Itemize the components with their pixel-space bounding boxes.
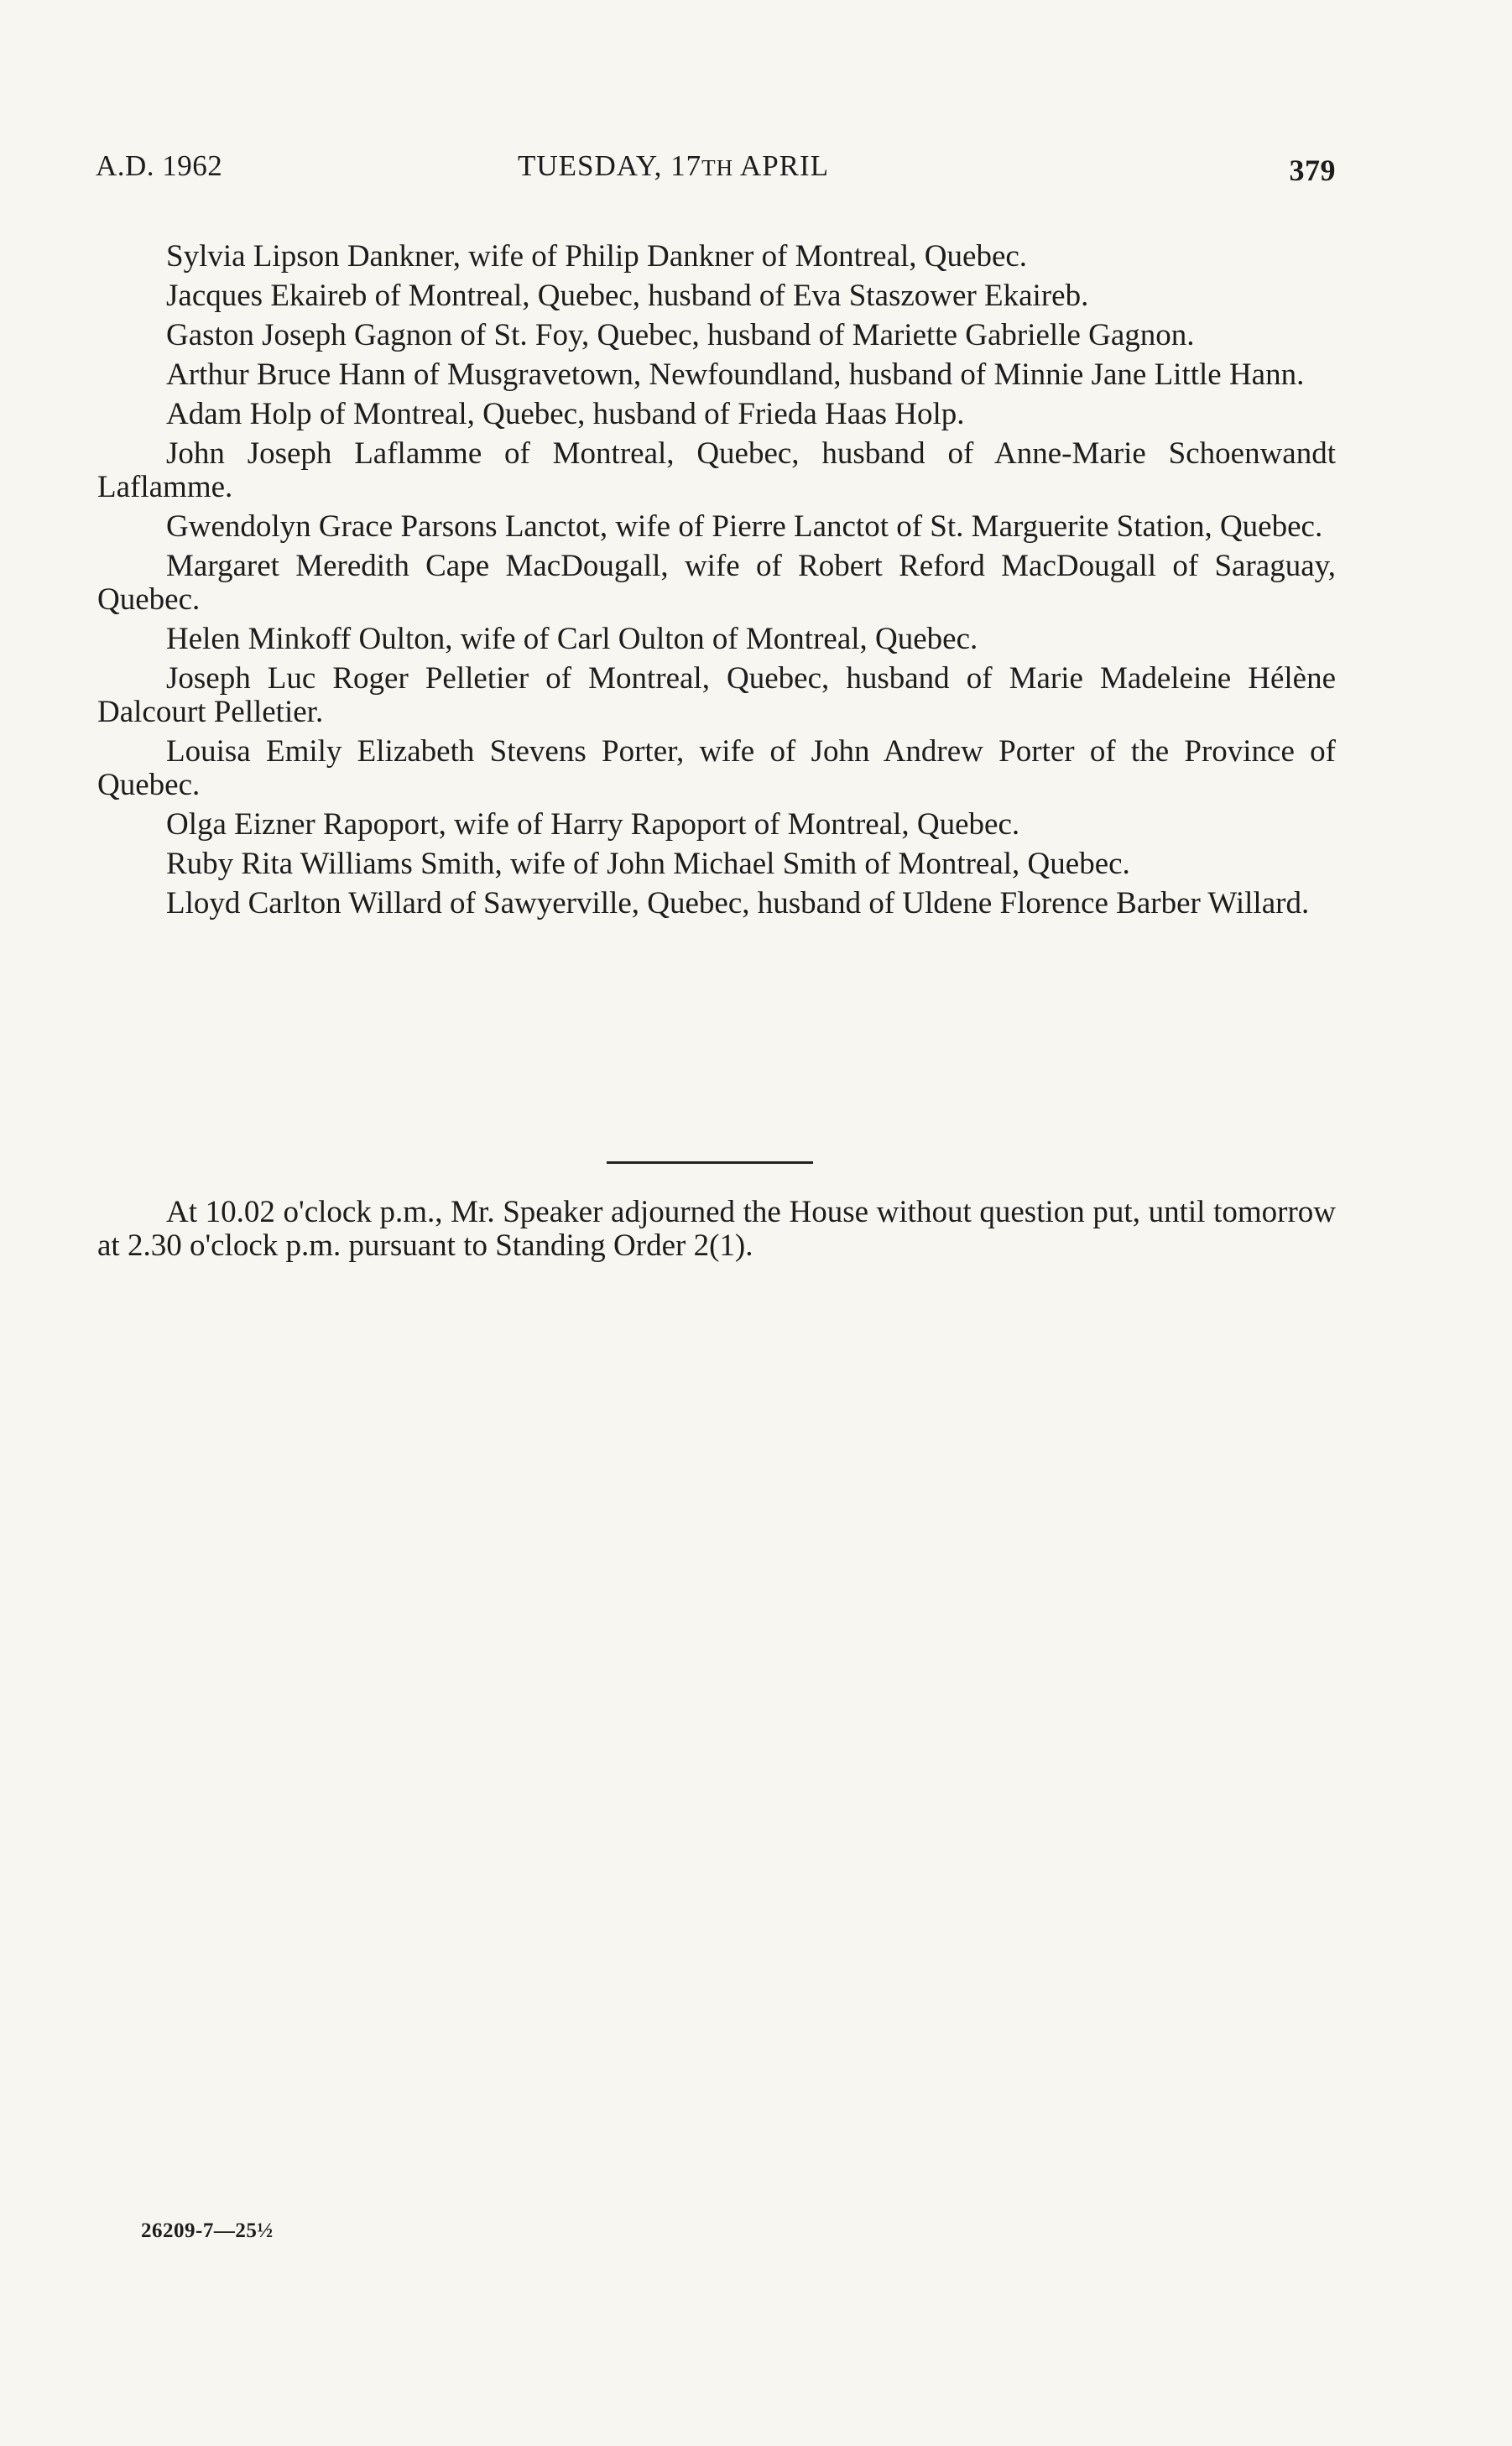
list-item: Adam Holp of Montreal, Quebec, husband of Frieda Haas Holp. <box>166 397 965 431</box>
date-month: APRIL <box>733 149 830 182</box>
date-ordinal: TH <box>701 155 734 180</box>
list-item: Sylvia Lipson Dankner, wife of Philip Dankner of Montreal, Quebec. <box>166 239 1028 274</box>
list-item: Jacques Ekaireb of Montreal, Quebec, husband of Eva Staszower Ekaireb. <box>166 279 1089 313</box>
list-item: Joseph Luc Roger Pelletier of Montreal, Quebec, husband of Marie Madeleine Hélène Dalcourt Pelletier. <box>97 661 1336 729</box>
section-divider <box>607 1161 813 1164</box>
date-heading <box>518 149 829 183</box>
entries-list <box>97 240 1336 926</box>
date-day: TUESDAY, 17 <box>518 149 702 182</box>
list-item: Arthur Bruce Hann of Musgravetown, Newfoundland, husband of Minnie Jane Little Hann. <box>166 357 1305 392</box>
list-item: Olga Eizner Rapoport, wife of Harry Rapoport of Montreal, Quebec. <box>166 807 1020 842</box>
list-item: Helen Minkoff Oulton, wife of Carl Oulton of Montreal, Quebec. <box>166 622 978 656</box>
list-item: Louisa Emily Elizabeth Stevens Porter, wife of John Andrew Porter of the Province of Quebec. <box>97 734 1336 802</box>
list-item: Gwendolyn Grace Parsons Lanctot, wife of Pierre Lanctot of St. Marguerite Station, Quebec. <box>166 509 1323 544</box>
page-number: 379 <box>1289 154 1336 187</box>
printer-signature-code: 26209-7—25½ <box>141 2219 274 2242</box>
list-item: Ruby Rita Williams Smith, wife of John Michael Smith of Montreal, Quebec. <box>166 847 1130 881</box>
list-item: Gaston Joseph Gagnon of St. Foy, Quebec, husband of Mariette Gabrielle Gagnon. <box>166 318 1195 352</box>
list-item: John Joseph Laflamme of Montreal, Quebec, husband of Anne-Marie Schoenwandt Laflamme. <box>97 436 1336 504</box>
running-head <box>96 149 1336 200</box>
list-item: Lloyd Carlton Willard of Sawyerville, Quebec, husband of Uldene Florence Barber Willard. <box>166 886 1310 921</box>
list-item: Margaret Meredith Cape MacDougall, wife of Robert Reford MacDougall of Saraguay, Quebec. <box>97 549 1336 617</box>
year-label: A.D. 1962 <box>96 149 223 182</box>
adjournment-paragraph: At 10.02 o'clock p.m., Mr. Speaker adjourned the House without question put, until tomorrow at 2.30 o'clock p.m. pursuant to Standing Order 2(1). <box>97 1195 1336 1263</box>
